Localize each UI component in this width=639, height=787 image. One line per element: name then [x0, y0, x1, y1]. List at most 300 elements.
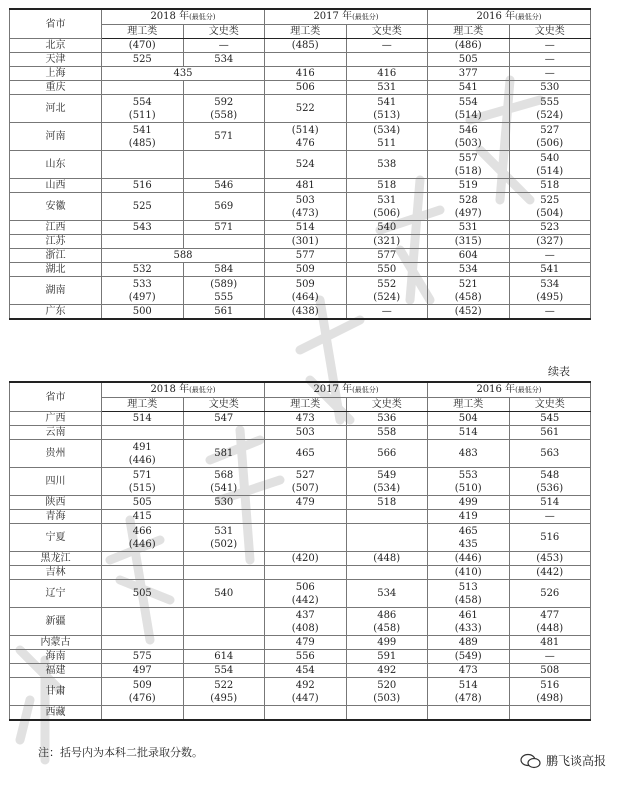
wechat-icon: [520, 753, 542, 769]
score-value: (518): [454, 165, 482, 177]
score-value: 530: [214, 497, 234, 508]
score-value: 546: [458, 124, 478, 136]
table-row: [10, 496, 591, 510]
score-value: 476: [295, 137, 315, 149]
score-value: 547: [214, 413, 234, 424]
table-row: [10, 510, 591, 524]
score-value: 571: [214, 222, 234, 233]
score-cell: [509, 608, 591, 636]
score-cell: [265, 426, 347, 440]
province-cell: 湖南: [10, 277, 102, 305]
score-cell: [102, 193, 184, 221]
score-value: 584: [214, 264, 234, 275]
score-value: 534: [458, 264, 478, 275]
score-value: 505: [132, 588, 152, 599]
score-value: (503): [454, 137, 482, 149]
score-cell: [102, 39, 184, 53]
score-cell: [428, 39, 510, 53]
table-row: [10, 468, 591, 496]
score-value: 577: [295, 250, 315, 261]
province-cell: 海南: [10, 650, 102, 664]
score-value: 545: [540, 413, 560, 424]
score-cell: [428, 664, 510, 678]
score-value: (506): [373, 207, 401, 219]
year-header-2016: 2016 年(最低分): [428, 382, 591, 398]
score-value: 518: [377, 497, 397, 508]
table-row: [10, 235, 591, 249]
score-value: (447): [291, 692, 319, 704]
score-cell: [183, 305, 265, 320]
score-value: 548: [540, 469, 560, 481]
score-cell: [265, 580, 347, 608]
score-cell: [428, 580, 510, 608]
province-cell: 河北: [10, 95, 102, 123]
score-value: 558: [377, 427, 397, 438]
score-cell: [346, 53, 428, 67]
score-value: 575: [132, 651, 152, 662]
province-cell: 山东: [10, 151, 102, 179]
score-cell: [509, 39, 591, 53]
table-row: [10, 412, 591, 426]
score-value: 514: [458, 427, 478, 438]
score-cell: [183, 263, 265, 277]
arts-header: 文史类: [183, 25, 265, 39]
score-cell: [346, 468, 428, 496]
score-value: (524): [536, 109, 564, 121]
score-value: 505: [458, 54, 478, 65]
score-value: (446): [128, 454, 156, 466]
score-value: 581: [214, 448, 234, 459]
score-cell-merged: 588: [102, 249, 265, 263]
score-value: —: [381, 306, 392, 317]
score-value: (458): [373, 622, 401, 634]
table-row: [10, 552, 591, 566]
score-cell: [265, 249, 347, 263]
score-cell: [183, 566, 265, 580]
score-value: (420): [291, 553, 319, 564]
table-row: [10, 426, 591, 440]
score-value: 530: [540, 82, 560, 93]
score-cell: [509, 193, 591, 221]
table-row: [10, 440, 591, 468]
score-value: 561: [214, 306, 234, 317]
score-cell: [428, 53, 510, 67]
score-value: 513: [458, 581, 478, 593]
score-value: 568: [214, 469, 234, 481]
score-cell: [509, 580, 591, 608]
score-cell: [346, 263, 428, 277]
score-cell: [509, 552, 591, 566]
score-value: (458): [454, 291, 482, 303]
score-cell: [265, 39, 347, 53]
score-value: (502): [210, 538, 238, 550]
score-value: —: [544, 40, 555, 51]
score-value: 416: [377, 68, 397, 79]
score-value: (485): [291, 40, 319, 51]
score-value: (452): [454, 306, 482, 317]
score-cell: [102, 524, 184, 552]
table-row: [10, 67, 591, 81]
score-value: 465: [458, 525, 478, 537]
province-cell: 宁夏: [10, 524, 102, 552]
score-value: 499: [458, 497, 478, 508]
science-header: 理工类: [428, 398, 510, 412]
score-value: 479: [295, 637, 315, 648]
score-cell: [509, 496, 591, 510]
score-cell: [428, 496, 510, 510]
score-cell: [509, 305, 591, 320]
score-cell: [265, 524, 347, 552]
score-cell: [102, 706, 184, 721]
score-cell-merged: 435: [102, 67, 265, 81]
province-cell: 福建: [10, 664, 102, 678]
score-value: 419: [458, 511, 478, 522]
score-value: 506: [295, 82, 315, 93]
table-row: [10, 566, 591, 580]
score-value: (442): [291, 594, 319, 606]
province-cell: 湖北: [10, 263, 102, 277]
score-cell: [183, 468, 265, 496]
score-cell: [102, 263, 184, 277]
score-cell: [265, 412, 347, 426]
score-cell: [183, 193, 265, 221]
score-value: 561: [540, 427, 560, 438]
score-value: 534: [540, 278, 560, 290]
score-cell: [102, 566, 184, 580]
score-cell: [509, 412, 591, 426]
score-cell: [102, 678, 184, 706]
score-cell: [346, 305, 428, 320]
score-cell: [102, 123, 184, 151]
score-cell: [183, 496, 265, 510]
score-value: 531: [458, 222, 478, 233]
score-cell: [265, 566, 347, 580]
score-value: 516: [540, 532, 560, 543]
score-cell: [428, 81, 510, 95]
score-cell: [265, 81, 347, 95]
score-value: 527: [540, 124, 560, 136]
science-header: 理工类: [265, 398, 347, 412]
score-value: (514): [291, 124, 319, 136]
score-value: (442): [536, 567, 564, 578]
score-value: —: [544, 306, 555, 317]
science-header: 理工类: [102, 25, 184, 39]
score-value: 546: [214, 180, 234, 191]
score-value: 563: [540, 448, 560, 459]
score-value: 461: [458, 609, 478, 621]
score-value: 543: [132, 222, 152, 233]
score-cell: [509, 263, 591, 277]
admission-table-part-1: [9, 8, 591, 320]
score-cell: [346, 249, 428, 263]
score-cell: [102, 510, 184, 524]
province-cell: 江西: [10, 221, 102, 235]
score-value: 531: [377, 82, 397, 93]
score-value: (510): [454, 482, 482, 494]
score-cell: [346, 151, 428, 179]
score-value: —: [544, 250, 555, 261]
score-cell: [183, 81, 265, 95]
score-value: 454: [295, 665, 315, 676]
score-value: 554: [458, 96, 478, 108]
score-value: 604: [458, 250, 478, 261]
year-header-2018: 2018 年(最低分): [102, 9, 265, 25]
score-cell: [265, 636, 347, 650]
score-value: 377: [458, 68, 478, 79]
score-value: (485): [128, 137, 156, 149]
score-value: (478): [454, 692, 482, 704]
score-cell: [183, 179, 265, 193]
score-value: 479: [295, 497, 315, 508]
score-value: (327): [536, 236, 564, 247]
score-value: (321): [373, 236, 401, 247]
score-value: 473: [458, 665, 478, 676]
score-value: 486: [377, 609, 397, 621]
province-header: 省市: [10, 9, 102, 39]
score-cell: [102, 468, 184, 496]
score-cell: [265, 664, 347, 678]
table-row: [10, 650, 591, 664]
score-cell: [346, 496, 428, 510]
score-value: (497): [128, 291, 156, 303]
score-value: 520: [377, 679, 397, 691]
score-value: —: [381, 40, 392, 51]
score-value: 508: [540, 665, 560, 676]
province-cell: 辽宁: [10, 580, 102, 608]
score-cell: [102, 305, 184, 320]
score-cell: [509, 67, 591, 81]
score-cell: [509, 95, 591, 123]
score-value: (448): [536, 622, 564, 634]
province-cell: 重庆: [10, 81, 102, 95]
score-value: (408): [291, 622, 319, 634]
score-cell: [428, 412, 510, 426]
score-cell: [265, 53, 347, 67]
score-cell: [428, 468, 510, 496]
score-cell: [509, 249, 591, 263]
score-cell: [183, 53, 265, 67]
score-cell: [428, 650, 510, 664]
score-cell: [509, 123, 591, 151]
score-cell: [428, 552, 510, 566]
table-row: [10, 263, 591, 277]
score-value: (448): [373, 553, 401, 564]
score-value: 536: [377, 413, 397, 424]
score-value: 538: [377, 159, 397, 170]
score-cell: [265, 552, 347, 566]
score-value: 521: [458, 278, 478, 290]
score-cell: [183, 235, 265, 249]
score-cell: [265, 706, 347, 721]
province-cell: 安徽: [10, 193, 102, 221]
score-cell: [102, 277, 184, 305]
score-cell: [265, 305, 347, 320]
score-cell: [102, 53, 184, 67]
score-cell: [346, 67, 428, 81]
score-cell: [183, 580, 265, 608]
score-value: 516: [132, 180, 152, 191]
score-cell: [509, 664, 591, 678]
table-row: [10, 123, 591, 151]
score-value: 531: [377, 194, 397, 206]
score-cell: [346, 39, 428, 53]
score-value: (301): [291, 236, 319, 247]
table-row: [10, 249, 591, 263]
score-value: 527: [295, 469, 315, 481]
province-cell: 江苏: [10, 235, 102, 249]
score-cell: [428, 263, 510, 277]
score-cell: [509, 53, 591, 67]
score-cell: [428, 524, 510, 552]
score-cell: [428, 566, 510, 580]
province-cell: 黑龙江: [10, 552, 102, 566]
score-cell: [183, 95, 265, 123]
arts-header: 文史类: [346, 25, 428, 39]
score-cell: [183, 151, 265, 179]
score-value: 514: [540, 497, 560, 508]
score-cell: [509, 678, 591, 706]
score-cell: [102, 650, 184, 664]
score-value: 514: [132, 413, 152, 424]
score-value: 506: [295, 581, 315, 593]
province-cell: 北京: [10, 39, 102, 53]
table-body-2: [10, 412, 591, 721]
arts-header: 文史类: [183, 398, 265, 412]
score-value: (513): [373, 109, 401, 121]
score-value: (589): [210, 278, 238, 290]
footnote: 注：括号内为本科二批录取分数。: [38, 746, 203, 759]
score-value: 481: [295, 180, 315, 191]
province-cell: 西藏: [10, 706, 102, 721]
table-row: [10, 53, 591, 67]
score-cell: [428, 636, 510, 650]
score-cell: [265, 608, 347, 636]
score-cell: [428, 277, 510, 305]
score-value: 492: [295, 679, 315, 691]
arts-header: 文史类: [509, 25, 591, 39]
score-value: 531: [214, 525, 234, 537]
score-value: 511: [377, 137, 397, 149]
score-cell: [509, 706, 591, 721]
province-cell: 广东: [10, 305, 102, 320]
score-cell: [346, 636, 428, 650]
score-cell: [509, 650, 591, 664]
score-value: —: [218, 40, 229, 51]
province-cell: 陕西: [10, 496, 102, 510]
province-cell: 内蒙古: [10, 636, 102, 650]
score-value: (470): [128, 40, 156, 51]
score-value: 591: [377, 651, 397, 662]
score-value: 416: [295, 68, 315, 79]
score-value: 473: [295, 413, 315, 424]
score-value: 437: [295, 609, 315, 621]
table-row: [10, 221, 591, 235]
year-header-2017: 2017 年(最低分): [265, 9, 428, 25]
score-value: 533: [132, 278, 152, 290]
score-value: 523: [540, 222, 560, 233]
score-value: (498): [536, 692, 564, 704]
score-value: (536): [536, 482, 564, 494]
score-value: 528: [458, 194, 478, 206]
score-value: 503: [295, 194, 315, 206]
score-value: (410): [454, 567, 482, 578]
science-header: 理工类: [265, 25, 347, 39]
score-value: 540: [540, 152, 560, 164]
score-value: (458): [454, 594, 482, 606]
score-cell: [183, 39, 265, 53]
watermark-logo-text: 鹏飞谈高报: [546, 754, 607, 768]
score-cell: [346, 552, 428, 566]
score-cell: [265, 277, 347, 305]
score-value: (438): [291, 306, 319, 317]
score-value: 540: [214, 588, 234, 599]
score-cell: [265, 151, 347, 179]
score-cell: [428, 95, 510, 123]
score-cell: [183, 524, 265, 552]
score-value: 492: [377, 665, 397, 676]
score-value: 509: [295, 278, 315, 290]
score-value: 497: [132, 665, 152, 676]
score-value: (497): [454, 207, 482, 219]
score-cell: [346, 650, 428, 664]
score-cell: [265, 440, 347, 468]
score-cell: [509, 221, 591, 235]
score-cell: [265, 123, 347, 151]
score-value: (486): [454, 40, 482, 51]
score-value: 549: [377, 469, 397, 481]
score-value: (315): [454, 236, 482, 247]
score-value: 525: [132, 54, 152, 65]
score-cell: [509, 426, 591, 440]
score-cell: [428, 221, 510, 235]
score-cell: [183, 706, 265, 721]
score-value: 491: [132, 441, 152, 453]
score-value: (446): [454, 553, 482, 564]
table-row: [10, 39, 591, 53]
province-cell: 甘肃: [10, 678, 102, 706]
arts-header: 文史类: [346, 398, 428, 412]
score-value: 556: [295, 651, 315, 662]
score-cell: [428, 67, 510, 81]
score-cell: [428, 426, 510, 440]
province-cell: 广西: [10, 412, 102, 426]
province-cell: 山西: [10, 179, 102, 193]
province-header: 省市: [10, 382, 102, 412]
score-cell: [183, 426, 265, 440]
table-row: [10, 193, 591, 221]
score-cell: [346, 95, 428, 123]
score-value: 614: [214, 651, 234, 662]
score-value: —: [544, 68, 555, 79]
table-row: [10, 706, 591, 721]
score-value: 522: [295, 103, 315, 114]
table-row: [10, 277, 591, 305]
score-cell: [428, 179, 510, 193]
score-cell: [102, 412, 184, 426]
score-cell: [509, 468, 591, 496]
province-cell: 上海: [10, 67, 102, 81]
science-header: 理工类: [428, 25, 510, 39]
score-value: 541: [458, 82, 478, 93]
score-value: 477: [540, 609, 560, 621]
score-cell: [346, 706, 428, 721]
score-cell: [183, 412, 265, 426]
score-value: 519: [458, 180, 478, 191]
score-cell: [346, 580, 428, 608]
province-cell: 四川: [10, 468, 102, 496]
score-cell: [102, 552, 184, 566]
score-value: 509: [132, 679, 152, 691]
